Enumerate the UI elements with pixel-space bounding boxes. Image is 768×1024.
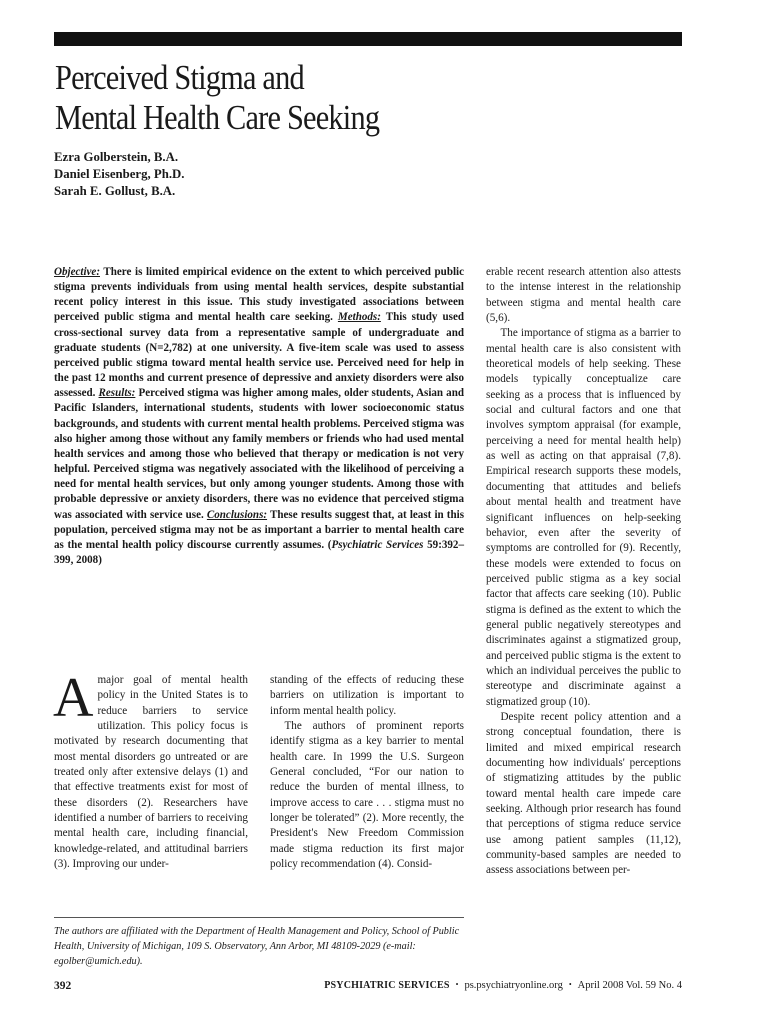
results-text: Perceived stigma was higher among males, older students, Asian and Pacific Islanders, international students, students with lower socioeconomic status backgrounds, and students with current mental health problems. Perceived stigma was also higher among those without any family members or friends who had used mental health services and among those who believed that therapy or medication is not very helpful. Perceived stigma was negatively associated with the likelihood of perceiving a need for mental health services, but only among younger students. Among those with probable depressive or anxiety disorders, there was no evidence that perceived stigma was associated with service use.: [54, 387, 464, 521]
methods-text: This study used cross-sectional survey data from a representative sample of undergraduate and graduate students (N=2,782) at one university. A five-item scale was used to assess perceived public stigma toward mental health service use. Perceived need for help in the past 12 months and current presence of depressive and anxiety disorders were also assessed.: [54, 311, 464, 400]
conclusions-label: Conclusions:: [206, 508, 268, 521]
separator-bullet: •: [568, 980, 572, 989]
citation-rest: 59:392–399, 2008): [54, 538, 464, 566]
results-label: Results:: [98, 387, 136, 400]
author-affiliation-footnote: The authors are affiliated with the Department of Health Management and Policy, School of Public Health, University of Michigan, 109 S. Observatory, Ann Arbor, MI 48109-2029 (e-mail: egolber@umich.edu).: [54, 926, 460, 967]
paragraph: Despite recent policy attention and a strong conceptual foundation, there is limited and mixed empirical research documenting how individuals' perceptions of stigmatizing attitudes by the public toward mental health care impede care seeking. Although prior research has found that perceptions of stigma reduce service use among patient samples (11,12), community-based samples are needed to assess associations between per-: [486, 710, 681, 877]
drop-cap: A: [53, 667, 94, 729]
paragraph: standing of the effects of reducing these barriers on utilization is important to inform mental health policy.: [270, 674, 464, 717]
issue-info: April 2008 Vol. 59 No. 4: [577, 980, 682, 991]
journal-website: ps.psychiatryonline.org: [464, 980, 563, 991]
author-list: [54, 149, 184, 200]
title-line-2: Mental Health Care Seeking: [55, 99, 380, 137]
page-number: 392: [54, 980, 72, 992]
paragraph-text: major goal of mental health policy in the United States is to reduce barriers to service utilization. This policy focus is motivated by research documenting that most mental disorders go untreated or are treated only after extensive delays (1) and that effective treatments exist for most of these disorders (2). Researchers have identified a number of barriers to receiving mental health care, including financial, knowledge-related, and attitudinal barriers (3). Improving our under-: [54, 674, 248, 871]
footnote-rule: [54, 917, 464, 918]
paragraph: erable recent research attention also attests to the intense interest in the relationship between stigma and mental health care (5,6).: [486, 266, 681, 325]
abstract: [54, 265, 464, 568]
author: Ezra Golberstein, B.A.: [54, 150, 179, 164]
citation-journal: Psychiatric Services: [331, 538, 424, 551]
paragraph: The importance of stigma as a barrier to mental health care is also consistent with theoretical models of help seeking. These models typically conceptualize care seeking as a process that is influenced by social and cultural factors and one that involves symptom appraisal (for example, perceiving a need for mental health help) as well as acting on that appraisal (7,8). Empirical research supports these models, documenting that attitudes and beliefs about mental health and treatment have significant influences on help-seeking behavior, even after the severity of symptoms are controlled for (9). Recently, these models were extended to focus on perceived public stigma as a key social factor that affects care seeking (10). Public stigma is defined as the extent to which the general public negatively stereotypes and discriminates against a stigmatized group, and perceived public stigma is the extent to which an individual perceives the public to stereotype and discriminate against a stigmatized group (10).: [486, 327, 681, 708]
body-column-3: [486, 265, 681, 879]
body-column-2: [270, 673, 464, 872]
body-column-1: [53, 667, 248, 872]
separator-bullet: •: [455, 980, 459, 989]
author: Sarah E. Gollust, B.A.: [54, 184, 176, 198]
methods-label: Methods:: [337, 311, 381, 324]
article-title: [55, 58, 442, 138]
title-line-1: Perceived Stigma and: [55, 59, 304, 97]
objective-text: There is limited empirical evidence on the extent to which perceived public stigma prevents individuals from using mental health services, despite substantial recent policy interest in this issue. This study investigated associations between perceived public stigma and mental health care seeking.: [54, 266, 464, 324]
objective-label: Objective:: [54, 266, 100, 278]
header-rule: [54, 32, 682, 46]
paragraph: The authors of prominent reports identify stigma as a key barrier to mental health care. In 1999 the U.S. Surgeon General concluded, “For our nation to reduce the burden of mental illness, to improve access to care . . . stigma must no longer be tolerated” (2). More recently, the President's New Freedom Commission made stigma reduction its first major policy recommendation (4). Consid-: [270, 720, 464, 871]
conclusions-text: These results suggest that, at least in this population, perceived stigma may not be as important a barrier to mental health care as the mental health policy discourse currently assumes. (: [54, 508, 464, 551]
running-footer: [324, 980, 682, 991]
paragraph: [53, 667, 248, 872]
journal-name: PSYCHIATRIC SERVICES: [324, 980, 450, 991]
author: Daniel Eisenberg, Ph.D.: [54, 167, 185, 181]
